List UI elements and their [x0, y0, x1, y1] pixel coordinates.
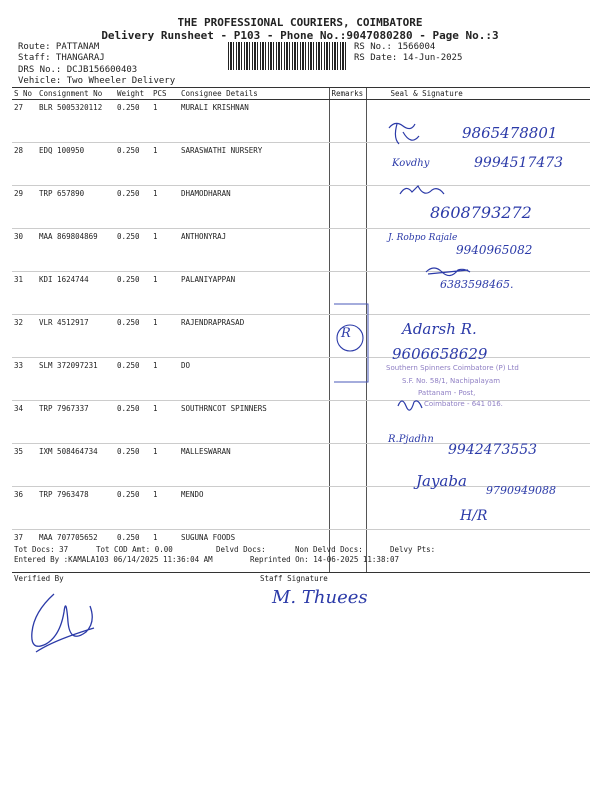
table-header-row: [12, 88, 590, 100]
signature-scribble-27: [385, 118, 425, 148]
cell-remarks: [329, 444, 366, 487]
vehicle-label: Vehicle: Two Wheeler Delivery: [18, 76, 176, 86]
handwritten-name-36: Jayaba: [416, 472, 467, 490]
col-consignee: Consignee Details: [179, 88, 329, 100]
barcode: [228, 42, 348, 70]
cell-consignment: TRP 7967337: [37, 401, 115, 444]
signature-scribble-29: [398, 180, 446, 204]
cell-weight: 0.250: [115, 272, 151, 315]
stamp-line-4: Coimbatore - 641 016.: [424, 400, 503, 408]
total-cod: Tot COD Amt: 0.00: [96, 545, 173, 554]
cell-consignment: MAA 869804869: [37, 229, 115, 272]
cell-sno: 33: [12, 358, 37, 401]
handwritten-phone-31: 6383598465.: [440, 278, 514, 291]
handwritten-phone-30: 9940965082: [456, 243, 533, 257]
table-row: [12, 401, 590, 444]
cell-consignment: MAA 707705652: [37, 530, 115, 573]
cell-consignee: MURALI KRISHNAN: [179, 100, 329, 143]
verified-by-label: Verified By: [14, 574, 64, 583]
handwritten-phone-36: 9790949088: [486, 484, 556, 497]
stamp-line-3: Pattanam - Post,: [418, 389, 476, 397]
cell-pcs: 1: [151, 401, 179, 444]
verifier-signature: [24, 582, 104, 672]
col-pcs: PCS: [151, 88, 179, 100]
runsheet-subtitle: Delivery Runsheet - P103 - Phone No.:9047080280 - Page No.:3: [101, 29, 499, 42]
handwritten-name-30: J. Robpo Rajale: [388, 233, 458, 243]
staff-label: Staff: THANGARAJ: [18, 53, 105, 63]
handwritten-phone-35: 9942473553: [448, 442, 538, 458]
cell-pcs: 1: [151, 444, 179, 487]
cell-weight: 0.250: [115, 530, 151, 573]
cell-consignment: TRP 7963478: [37, 487, 115, 530]
cell-weight: 0.250: [115, 358, 151, 401]
cell-sno: 37: [12, 530, 37, 573]
cell-consignee: PALANIYAPPAN: [179, 272, 329, 315]
cell-pcs: 1: [151, 229, 179, 272]
table-row: [12, 315, 590, 358]
cell-consignee: SOUTHRNCOT SPINNERS: [179, 401, 329, 444]
cell-pcs: 1: [151, 530, 179, 573]
col-sno: S No: [12, 88, 37, 100]
handwritten-mark-37: H/R: [460, 508, 488, 524]
remarks-bracket: [330, 302, 374, 384]
cell-weight: 0.250: [115, 229, 151, 272]
cell-consignment: IXM 508464734: [37, 444, 115, 487]
cell-consignee: RAJENDRAPRASAD: [179, 315, 329, 358]
cell-pcs: 1: [151, 100, 179, 143]
cell-pcs: 1: [151, 272, 179, 315]
handwritten-phone-28: 9994517473: [474, 155, 564, 171]
stamp-line-2: S.F. No. 58/1, Nachipalayam: [402, 377, 501, 385]
col-signature: Seal & Signature: [366, 88, 590, 100]
cell-sno: 28: [12, 143, 37, 186]
col-consignment: Consignment No: [37, 88, 115, 100]
cell-remarks: [329, 186, 366, 229]
cell-consignment: TRP 657890: [37, 186, 115, 229]
cell-sno: 36: [12, 487, 37, 530]
cell-remarks: [329, 143, 366, 186]
handwritten-name-33: Adarsh R.: [402, 320, 477, 338]
drs-number: DRS No.: DCJB156600403: [18, 65, 138, 75]
cell-remarks: [329, 487, 366, 530]
cell-weight: 0.250: [115, 401, 151, 444]
cell-consignee: MALLESWARAN: [179, 444, 329, 487]
cell-weight: 0.250: [115, 444, 151, 487]
cell-sno: 27: [12, 100, 37, 143]
delivery-points: Delvy Pts:: [390, 545, 436, 554]
cell-weight: 0.250: [115, 487, 151, 530]
cell-sno: 32: [12, 315, 37, 358]
handwritten-phone-27: 9865478801: [462, 124, 558, 142]
cell-sno: 29: [12, 186, 37, 229]
total-docs: Tot Docs: 37: [14, 545, 69, 554]
cell-weight: 0.250: [115, 315, 151, 358]
cell-consignee: DHAMODHARAN: [179, 186, 329, 229]
cell-consignment: KDI 1624744: [37, 272, 115, 315]
handwritten-phone-29: 8608793272: [430, 203, 532, 222]
staff-signature-label: Staff Signature: [260, 574, 328, 583]
remarks-circle-mark: R: [341, 326, 351, 341]
entered-by: Entered By :KAMALA103 06/14/2025 11:36:04 AM: [14, 555, 213, 564]
rs-date: RS Date: 14-Jun-2025: [354, 53, 463, 63]
cell-consignee: SUGUNA FOODS: [179, 530, 329, 573]
cell-consignee: SARASWATHI NURSERY: [179, 143, 329, 186]
non-delivered-docs: Non Delvd Docs:: [295, 545, 363, 554]
cell-consignment: SLM 372097231: [37, 358, 115, 401]
route-label: Route: PATTANAM: [18, 42, 100, 52]
cell-sno: 30: [12, 229, 37, 272]
delivered-docs: Delvd Docs:: [216, 545, 266, 554]
cell-sno: 35: [12, 444, 37, 487]
col-weight: Weight: [115, 88, 151, 100]
stamp-line-1: Southern Spinners Coimbatore (P) Ltd: [386, 364, 519, 372]
cell-sno: 34: [12, 401, 37, 444]
handwritten-name-35: R.Pjadhn: [388, 434, 434, 445]
handwritten-name-28: Kovdhy: [392, 158, 430, 169]
cell-consignment: BLR 5005320112: [37, 100, 115, 143]
rs-number: RS No.: 1566004: [354, 42, 436, 52]
handwritten-phone-33: 9606658629: [392, 345, 488, 363]
cell-remarks: [329, 100, 366, 143]
cell-pcs: 1: [151, 358, 179, 401]
cell-consignee: ANTHONYRAJ: [179, 229, 329, 272]
cell-pcs: 1: [151, 143, 179, 186]
cell-weight: 0.250: [115, 143, 151, 186]
cell-pcs: 1: [151, 487, 179, 530]
cell-remarks: [329, 229, 366, 272]
cell-pcs: 1: [151, 315, 179, 358]
reprinted-on: Reprinted On: 14-06-2025 11:38:07: [250, 555, 400, 564]
cell-consignee: DO: [179, 358, 329, 401]
cell-consignee: MENDO: [179, 487, 329, 530]
cell-pcs: 1: [151, 186, 179, 229]
cell-remarks: [329, 401, 366, 444]
cell-weight: 0.250: [115, 100, 151, 143]
signature-scribble-34: [396, 394, 424, 414]
cell-consignment: VLR 4512917: [37, 315, 115, 358]
col-remarks: Remarks: [329, 88, 366, 100]
cell-weight: 0.250: [115, 186, 151, 229]
staff-signature: M. Thuees: [272, 587, 368, 608]
company-title: THE PROFESSIONAL COURIERS, COIMBATORE: [177, 16, 423, 29]
cell-consignment: EDQ 100950: [37, 143, 115, 186]
cell-sno: 31: [12, 272, 37, 315]
